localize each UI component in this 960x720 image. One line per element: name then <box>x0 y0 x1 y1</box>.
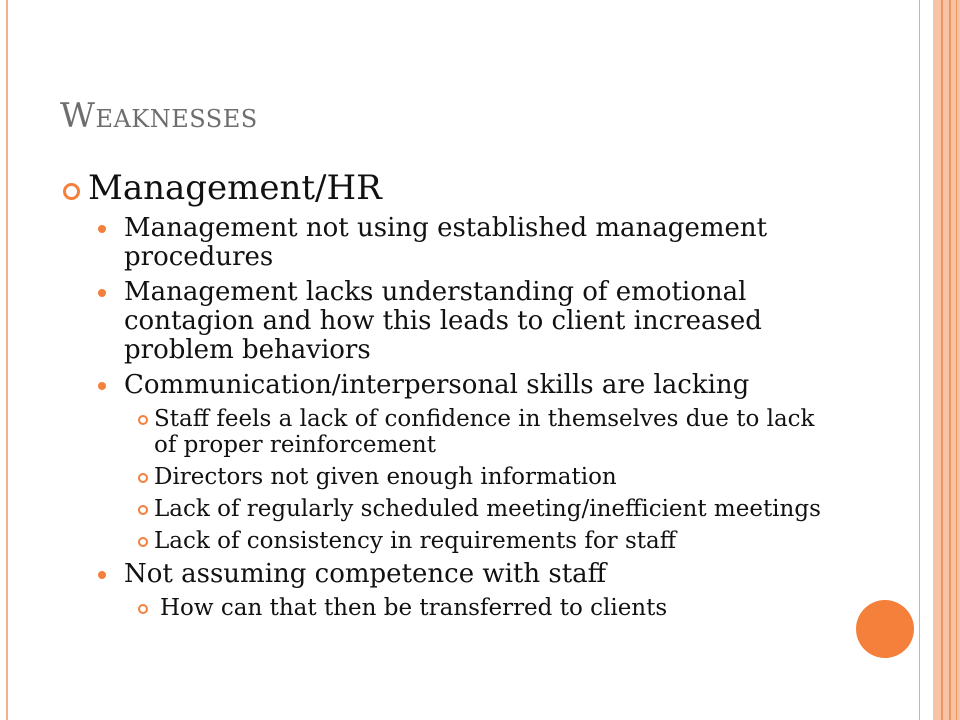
dot-bullet-icon <box>98 225 106 233</box>
bullet-item <box>60 214 840 272</box>
ring-bullet-icon <box>138 473 148 483</box>
right-border-stripe <box>956 0 957 720</box>
bullet-text: Management lacks understanding of emotional contagion and how this leads to client increased problem behaviors <box>124 277 762 365</box>
ring-bullet-icon <box>138 505 148 515</box>
sub-bullet-item <box>60 595 840 621</box>
right-border-line <box>919 0 920 720</box>
dot-bullet-icon <box>98 571 106 579</box>
sub-bullet-text: Staff feels a lack of confidence in themselves due to lack of proper reinforcement <box>154 406 815 458</box>
ring-bullet-icon <box>138 415 148 425</box>
sub-bullet-text: Lack of consistency in requirements for staff <box>154 528 677 554</box>
bullet-item <box>60 560 840 589</box>
slide-content <box>60 166 840 627</box>
heading-text: Management/HR <box>88 168 382 208</box>
left-border-line <box>6 0 8 720</box>
dot-bullet-icon <box>98 289 106 297</box>
bullet-heading <box>60 166 840 210</box>
ring-bullet-icon <box>138 604 148 614</box>
decorative-circle <box>856 600 914 658</box>
sub-bullet-text: Lack of regularly scheduled meeting/inefficient meetings <box>154 496 821 522</box>
bullet-text: Communication/interpersonal skills are lacking <box>124 370 750 400</box>
ring-bullet-icon <box>138 537 148 547</box>
ring-bullet-icon <box>63 183 80 200</box>
right-border-stripe <box>949 0 951 720</box>
slide-title: Weaknesses <box>60 96 258 136</box>
dot-bullet-icon <box>98 382 106 390</box>
sub-bullet-item <box>60 496 840 522</box>
bullet-text: Not assuming competence with staff <box>124 559 607 589</box>
bullet-item <box>60 278 840 365</box>
right-border-stripe <box>941 0 943 720</box>
bullet-text: Management not using established management procedures <box>124 213 768 272</box>
bullet-item <box>60 371 840 400</box>
sub-bullet-text: Directors not given enough information <box>154 464 617 490</box>
sub-bullet-item <box>60 464 840 490</box>
sub-bullet-text: How can that then be transferred to clients <box>160 595 668 621</box>
sub-bullet-item <box>60 406 840 458</box>
sub-bullet-item <box>60 528 840 554</box>
